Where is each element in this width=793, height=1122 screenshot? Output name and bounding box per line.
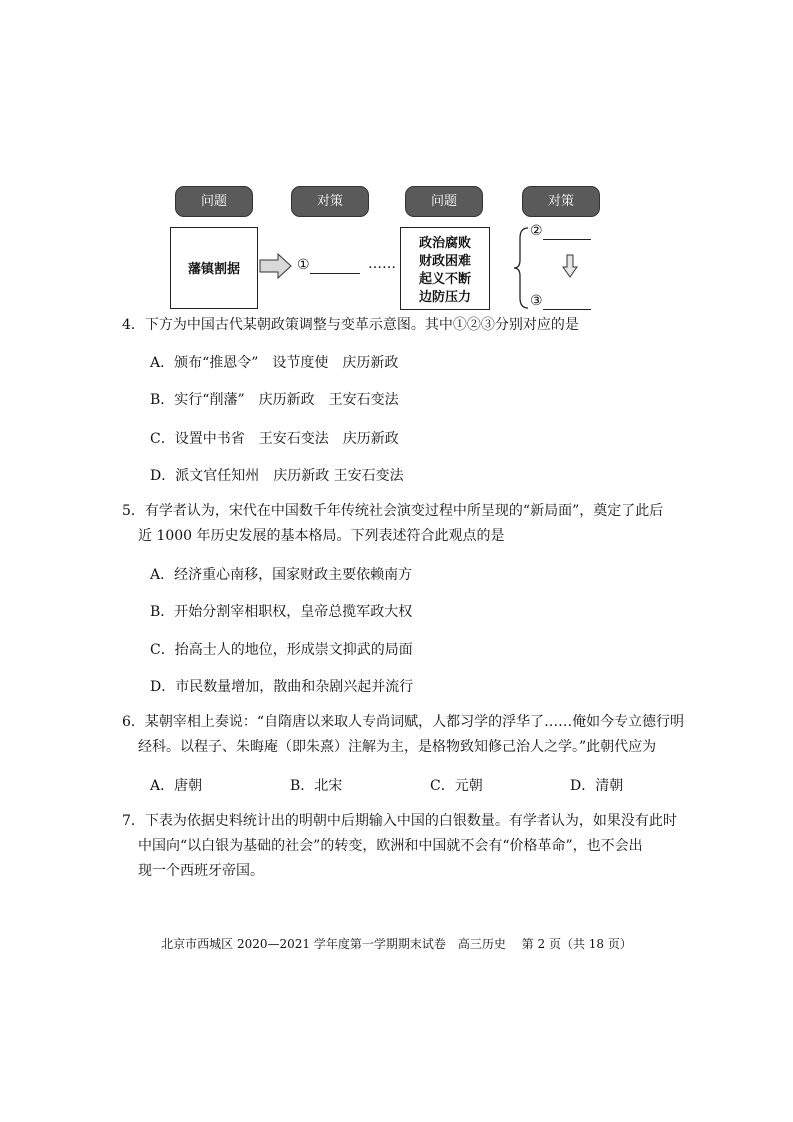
problem-2-line-4: 边防压力	[418, 290, 471, 305]
problem-box-2	[400, 227, 490, 310]
blank-1-mark: ①	[297, 257, 310, 273]
diagram-header-problem-2: 问题	[405, 186, 483, 217]
diagram-header-problem-1: 问题	[175, 186, 253, 217]
question-4-option-d: D．派文官任知州 庆历新政 王安石变法	[150, 468, 404, 484]
question-6-option-c: C．元朝	[430, 778, 483, 794]
problem-2-line-3: 起义不断	[418, 272, 471, 287]
blank-1	[297, 257, 360, 274]
diagram-header-solution-2: 对策	[522, 186, 600, 217]
problem-1-text: 藩镇割据	[187, 262, 240, 277]
problem-box-1	[170, 227, 258, 309]
blank-3-line	[543, 293, 591, 310]
question-5-option-c: C．抬高士人的地位，形成崇文抑武的局面	[150, 642, 413, 658]
question-7-stem-line-1: 7．下表为依据史料统计出的明朝中后期输入中国的白银数量。有学者认为，如果没有此时	[122, 813, 677, 829]
question-6-option-a: A．唐朝	[150, 778, 203, 794]
blank-2-line	[543, 223, 591, 240]
diagram-header-solution-1: 对策	[291, 186, 369, 217]
question-5-stem-line-1: 5．有学者认为，宋代在中国数千年传统社会演变过程中所呈现的“新局面”，奠定了此后	[122, 503, 664, 519]
problem-2-line-2: 财政困难	[418, 254, 471, 269]
blank-3-mark: ③	[530, 293, 543, 309]
blank-2-mark: ②	[530, 223, 543, 239]
question-5-option-d: D．市民数量增加，散曲和杂剧兴起并流行	[150, 679, 414, 695]
arrow-down-icon	[562, 254, 578, 278]
question-6-option-d: D．清朝	[570, 778, 624, 794]
blank-3	[530, 293, 591, 310]
question-4-option-b: B．实行“削藩” 庆历新政 王安石变法	[150, 392, 399, 408]
brace-icon	[512, 226, 530, 310]
ellipsis: ……	[368, 256, 396, 272]
blank-1-line	[310, 257, 360, 274]
question-4-stem: 4．下方为中国古代某朝政策调整与变革示意图。其中①②③分别对应的是	[122, 317, 579, 333]
question-6-stem-line-2: 经科。以程子、朱晦庵（即朱熹）注解为主，是格物致知修己治人之学。”此朝代应为	[138, 739, 657, 755]
page-footer: 北京市西城区 2020—2021 学年度第一学期期末试卷 高三历史 第 2 页（共 18 页）	[161, 937, 632, 951]
question-5-option-a: A．经济重心南移，国家财政主要依赖南方	[150, 567, 413, 583]
question-6-option-b: B．北宋	[290, 778, 343, 794]
question-6-stem-line-1: 6．某朝宰相上奏说：“自隋唐以来取人专尚词赋，人都习学的浮华了……俺如今专立德行明	[122, 714, 685, 730]
question-4-option-a: A．颁布“推恩令” 设节度使 庆历新政	[150, 355, 399, 371]
question-4-option-c: C．设置中书省 王安石变法 庆历新政	[150, 431, 399, 447]
problem-2-line-1: 政治腐败	[418, 236, 471, 251]
question-5-stem-line-2: 近 1000 年历史发展的基本格局。下列表述符合此观点的是	[138, 528, 505, 544]
question-7-stem-line-3: 现一个西班牙帝国。	[138, 863, 264, 879]
question-7-stem-line-2: 中国向“以白银为基础的社会”的转变，欧洲和中国就不会有“价格革命”，也不会出	[138, 838, 643, 854]
question-5-option-b: B．开始分割宰相职权，皇帝总揽军政大权	[150, 604, 413, 620]
arrow-right-icon	[259, 253, 293, 279]
blank-2	[530, 223, 591, 240]
